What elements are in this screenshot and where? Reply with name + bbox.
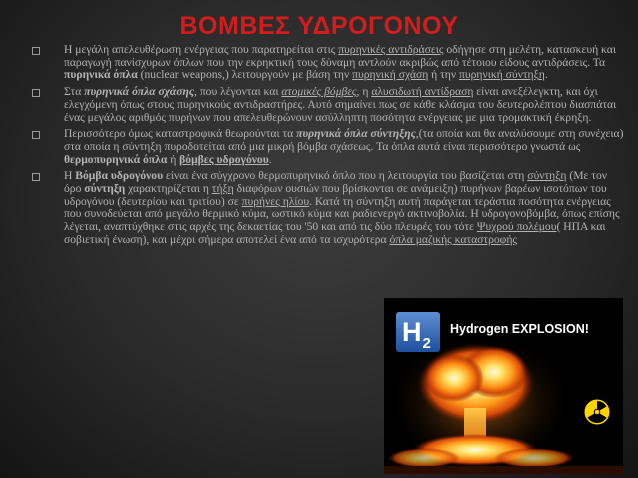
bullet-item: [32, 128, 624, 166]
square-bullet-icon: [32, 89, 40, 97]
hydrogen-explosion-image: [384, 298, 623, 474]
bullet-text: , που λέγονται και: [194, 85, 282, 99]
bullet-text: Περισσότερο όμως καταστροφικά θεωρούνται τα: [64, 127, 297, 141]
bullet-item: [32, 170, 624, 246]
bullet-text: . Κατά τη σύντηξη αυτή παράγεται τεράστια ποσότητα ενέργειας που συνοδεύεται από μεγάλο θερμικό κύμα, ωστικό κύμα και ραδιενεργό ακτινοβολία. Η υδρογονοβόμβα, όπως επίσης λέγεται, αναπτύχθηκε στις αρχές της δεκαετίας του '50 και από τις δύο πλευρές του τότε: [64, 194, 620, 234]
bullet-emphasis-text: σύντηξη: [84, 182, 126, 196]
bullet-text: Η μεγάλη απελευθέρωση ενέργειας που παρατηρείται στις: [64, 43, 339, 56]
bullet-text: ,(τα οποία και θα αναλύσουμε στη συνέχεια) στα οποία η σύντηξη πυροδοτείται από μια μικρή βόμβα σχάσεως. Τα όπλα αυτά είναι περισσότερο γνωστά ως: [64, 127, 624, 153]
square-bullet-icon: [32, 131, 40, 139]
bullet-text: οδήγησε στη μελέτη, κατασκευή και παραγωγή πανίσχυρων όπλων που την εκρηκτική τους δύναμη αντλούν ακριβώς από τέτοιου είδους αντιδράσεις. Τα: [64, 43, 616, 69]
bullet-link-text[interactable]: ατομικές βόμβες: [281, 85, 357, 99]
h2-subscript: 2: [422, 335, 431, 352]
bullet-link-text[interactable]: Ψυχρού πολέμου: [476, 220, 557, 234]
h2-badge: [396, 312, 440, 352]
explosion-label: Hydrogen EXPLOSION!: [450, 322, 589, 336]
bullet-emphasis-text: πυρηνικά όπλα σύντηξης: [296, 127, 416, 141]
bullet-link-text[interactable]: βόμβες υδρογόνου: [179, 152, 269, 166]
bullet-item: [32, 44, 624, 82]
bullet-text: Η: [64, 169, 76, 183]
bullet-text: .: [268, 152, 272, 166]
bullet-emphasis-text: Βόμβα υδρογόνου: [75, 169, 164, 183]
bullet-link-text[interactable]: όπλα μαζικής καταστροφής: [389, 232, 518, 246]
bullet-text: (nuclear weapons,) λειτουργούν με βάση την: [137, 68, 353, 82]
h2-letter: H: [402, 317, 422, 347]
bullet-link-text[interactable]: πυρήνες ηλίου: [241, 194, 310, 208]
bullet-text: Στα: [64, 85, 85, 99]
bullet-text: χαρακτηρίζεται η: [125, 182, 212, 196]
square-bullet-icon: [32, 173, 40, 181]
bullet-text: ή την: [428, 68, 460, 82]
bullet-emphasis-text: θερμοπυρηνικά όπλα: [64, 152, 168, 166]
bullet-text: .: [544, 68, 548, 82]
square-bullet-icon: [32, 47, 40, 55]
bullet-link-text[interactable]: σύντηξη: [527, 169, 567, 183]
bullet-list: [32, 44, 624, 251]
bullet-link-text[interactable]: τήξη: [211, 182, 234, 196]
bullet-text: , η: [356, 85, 372, 99]
radiation-hazard-icon: [583, 398, 611, 426]
slide-title: ΒΟΜΒΕΣ ΥΔΡΟΓΟΝΟΥ: [179, 12, 459, 40]
bullet-text: ή: [167, 152, 180, 166]
bullet-text: ( ΗΠΑ και σοβιετική ένωση), και μέχρι σήμερα αποτελεί ένα από τα ισχυρότερα: [64, 220, 606, 246]
bullet-link-text[interactable]: πυρηνική σύντηξη: [459, 68, 545, 82]
bullet-link-text[interactable]: πυρηνική σχάση: [352, 68, 429, 82]
bullet-emphasis-text: πυρηνικά όπλα σχάσης: [84, 85, 195, 99]
bullet-text: είναι ένα σύγχρονο θερμοπυρηνικό όπλο που η λειτουργία του βασίζεται στη: [163, 169, 528, 183]
bullet-text: (Με τον όρο: [64, 169, 607, 196]
bullet-item: [32, 86, 624, 124]
bullet-link-text[interactable]: πυρηνικές αντιδράσεις: [338, 43, 444, 56]
bullet-link-text[interactable]: αλυσιδωτή αντίδραση: [371, 85, 474, 99]
bullet-text: είναι ανεξέλεγκτη, και όχι ελεγχόμενη όπως στους πυρηνικούς αντιδραστήρες. Αυτό σημαίνει πως σε κάθε κλάσμα του δευτερολέπτου διασπάται ένας μεγάλος αριθμός πυρήνων που απελευθερώνουν ασύλληπτη ποσότητα ενέργειας με μια τρομακτική έκρηξη.: [64, 85, 617, 124]
bullet-emphasis-text: πυρηνικά όπλα: [64, 68, 138, 82]
bullet-text: διαφόρων ουσιών που βρίσκονται σε ανάμειξη) πυρήνων βαρέων ισοτόπων του υδρογόνου (δευτερίου και τριτίου) σε: [64, 182, 607, 208]
